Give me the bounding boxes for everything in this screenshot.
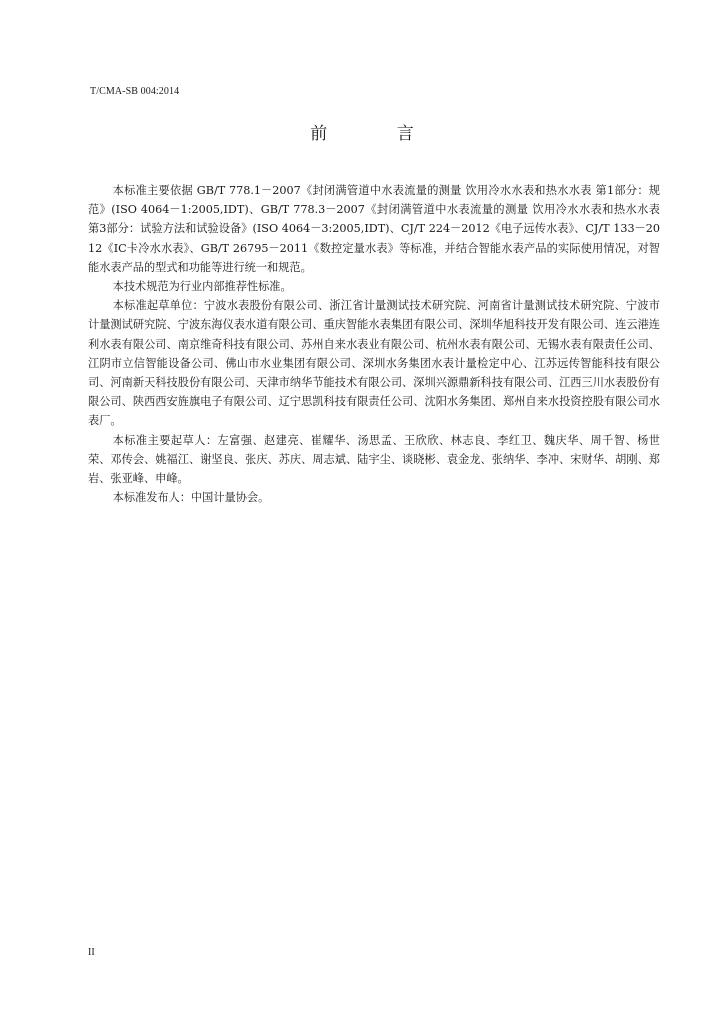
foreword-body	[88, 181, 660, 507]
paragraph-basis: 本标准主要依据 GB/T 778.1－2007《封闭满管道中水表流量的测量 饮用冷水水表和热水水表 第1部分：规范》(ISO 4064－1:2005,IDT)、GB/T 778.3－2007《封闭满管道中水表流量的测量 饮用冷水水表和热水水表 第3部分：试验方法和试验设备》(ISO 4064－3:2005,IDT)、CJ/T 224－2012《电子远传水表》、CJ/T 133－2012《IC卡冷水水表》、GB/T 26795－2011《数控定量水表》等标准，并结合智能水表产品的实际使用情况，对智能水表产品的型式和功能等进行统一和规范。	[88, 184, 660, 274]
page-title: 前 言	[310, 124, 446, 144]
standard-code: T/CMA-SB 004:2014	[90, 86, 180, 97]
paragraph-recommendation: 本技术规范为行业内部推荐性标准。	[112, 280, 292, 294]
paragraph-drafters: 本标准主要起草人：左富强、赵建亮、崔耀华、汤思孟、王欣欣、林志良、李红卫、魏庆华、周千智、杨世荣、邓传会、姚福江、谢坚良、张庆、苏庆、周志斌、陆宇尘、谈晓彬、袁金龙、张纳华、李冲、宋财华、胡刚、郑岩、张亚峰、申峰。	[88, 433, 660, 486]
paragraph-drafting-units: 本标准起草单位：宁波水表股份有限公司、浙江省计量测试技术研究院、河南省计量测试技术研究院、宁波市计量测试研究院、宁波东海仪表水道有限公司、重庆智能水表集团有限公司、深圳华旭科技开发有限公司、连云港连利水表有限公司、南京维奇科技有限公司、苏州自来水表业有限公司、杭州水表有限公司、无锡水表有限责任公司、江阴市立信智能设备公司、佛山市水业集团有限公司、深圳水务集团水表计量检定中心、江苏远传智能科技有限公司、河南新天科技股份有限公司、天津市纳华节能技术有限公司、深圳兴源鼎新科技有限公司、江西三川水表股份有限公司、陕西西安旌旗电子有限公司、辽宁思凯科技有限责任公司、沈阳水务集团、郑州自来水投资控股有限公司水表厂。	[88, 299, 660, 428]
paragraph-publisher: 本标准发布人：中国计量协会。	[112, 491, 270, 505]
page-number: II	[88, 947, 95, 958]
